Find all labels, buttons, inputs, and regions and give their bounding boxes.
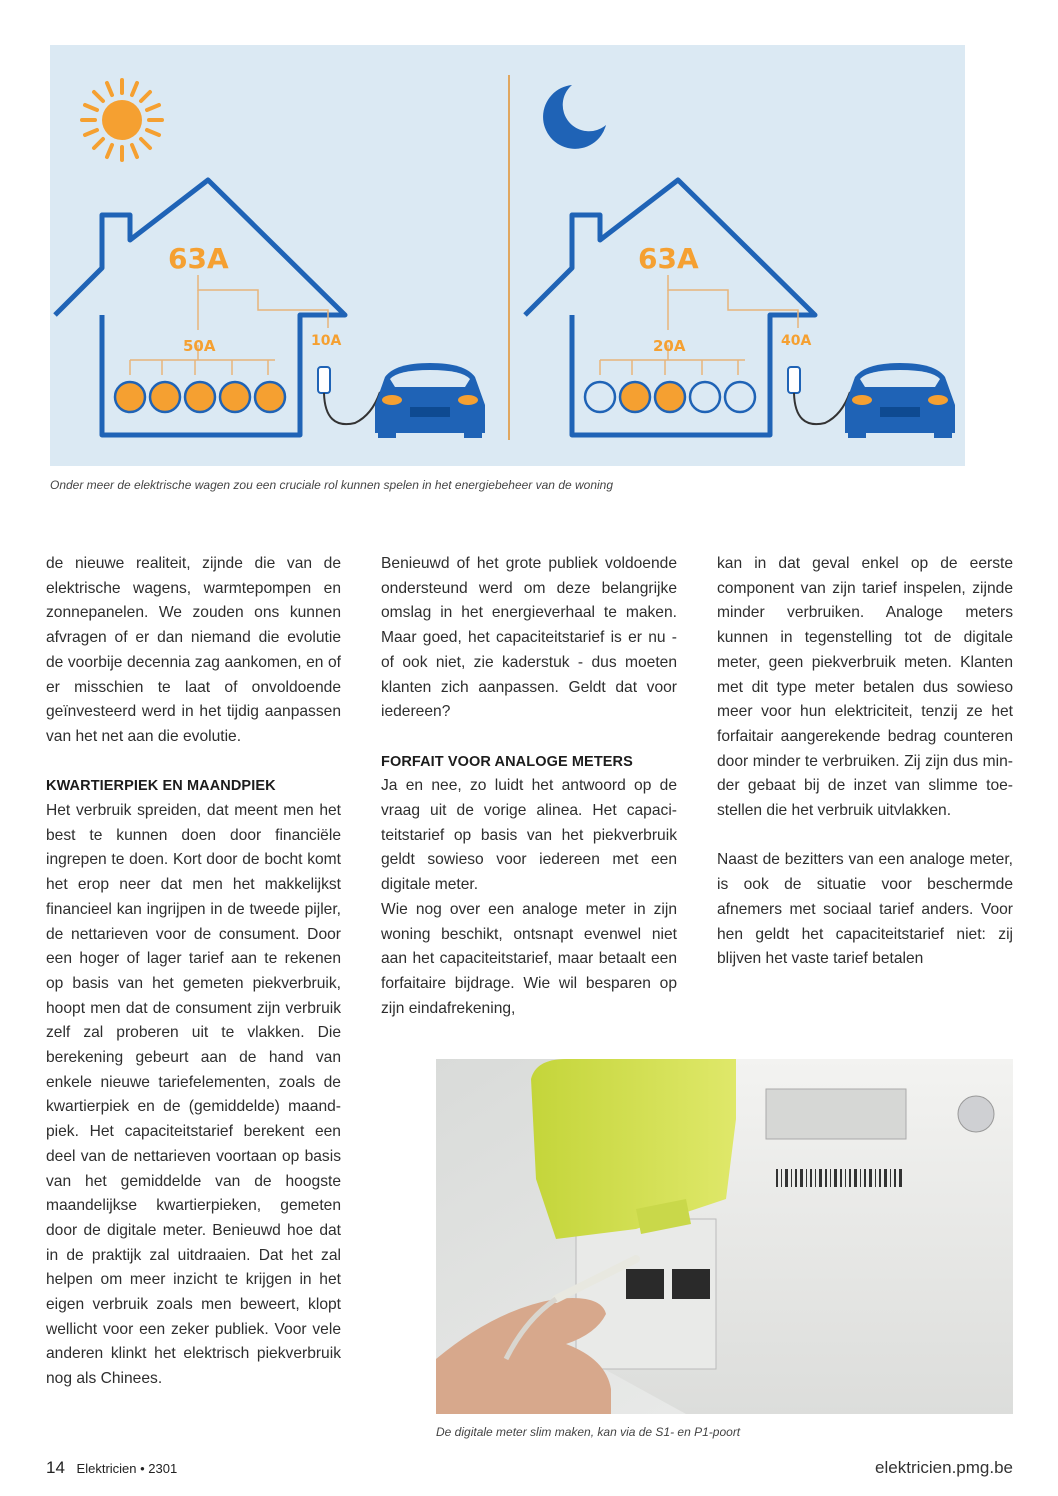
photo-caption: De digitale meter slim maken, kan via de S1- en P1-poort [436,1425,741,1439]
right-main-fuse: 63A [638,242,699,275]
appliance-icons-left [115,382,285,412]
paragraph: Naast de bezitters van een analoge meter, is ook de situatie voor beschermde afnemers met sociaal tarief anders. Voor hen geldt het capaciteitstarief niet: zij blijven het vaste tarief betalen [717,851,1013,968]
text-column-2 [381,552,677,1021]
left-home-load: 50A [183,337,216,355]
paragraph: Benieuwd of het grote publiek voldoende ondersteund werd om deze belangrijke omslag in het energieverhaal te maken. Maar goed, het capaciteitstarief is er nu - of ook niet, zie kaderstuk - dus moeten klanten zich aanpassen. Geldt dat voor iedereen? [381,555,677,721]
appliance-icons-right [585,382,755,412]
paragraph: Wie nog over een analoge meter in zijn woning beschikt, ontsnapt evenwel niet aan het capaciteitstarief, maar betaalt een forfaitaire bijdrage. Wie wil besparen op zijn eindafrekening, [381,900,677,1017]
paragraph: de nieuwe realiteit, zijnde die van de elektrische wagens, warmtepompen en zonnepanelen. We zouden ons kunnen afvragen of er dan niemand die evolutie de voorbije decennia zag aankomen, en of er misschien te laat of onvoldoende geïnvesteerd werd in het tijdig aanpassen van het net aan die evolutie. [46,555,341,745]
text-column-1 [46,552,341,1392]
car-right-icon [845,363,955,438]
section-heading: FORFAIT VOOR ANALOGE METERS [381,753,633,770]
energy-infographic [50,45,965,466]
website-link[interactable]: elektricien.pmg.be [875,1458,1013,1477]
text-column-3 [717,552,1013,972]
sun-icon [82,80,162,160]
digital-meter-photo [436,1059,1013,1414]
paragraph: kan in dat geval enkel op de eerste component van zijn tarief inspelen, zijnde minder verbruiken. Analoge meters kunnen in tegenstelling tot de digitale meter, geen piekverbruik meten. Klanten met dit type meter betalen dus sowieso meer voor hun elektriciteit, tenzij ze het forfaitair aangerekende bedrag counteren door minder te verbruiken. Zij zijn dus minder gebaat bij de inzet van slimme toestellen die het verbruik uitvlakken. [717,555,1013,820]
page-number: 14 [46,1458,65,1477]
magazine-issue: Elektricien • 2301 [76,1461,178,1476]
left-car-load: 10A [311,333,342,349]
right-home-load: 20A [653,337,686,355]
section-heading: KWARTIERPIEK EN MAANDPIEK [46,778,276,795]
left-main-fuse: 63A [168,242,229,275]
footer-left [46,1458,177,1478]
paragraph: Het verbruik spreiden, dat meent men het best te kunnen doen door financiële ingrepen te doen. Kort door de bocht komt het erop neer dat men het makkelijkst financieel kan ingrijpen in de tweede pijler, de nettarieven voor de consument. Door een hoger of lager tarief aan te rekenen op basis van het gemeten piekverbruik, hoopt men dat de consument zijn verbruik zelf zal proberen uit te vlakken. Die berekening gebeurt aan de hand van enkele nieuwe tariefelementen, zoals de kwartierpiek en de (gemiddelde) maandpiek. Het capaciteitstarief berekent een deel van de nettarieven voortaan op basis van het gemiddelde van de hoogste maandelijkse kwartierpieken, gemeten door de digitale meter. Benieuwd hoe dat in de praktijk zal uitdraaien. Dat het zal helpen om meer inzicht te krijgen in het eigen verbruik zoals men beweert, klopt wellicht voor een zeker publiek. Voor vele anderen klinkt het elektrisch piekverbruik nog als Chinees. [46,802,341,1388]
car-left-icon [375,363,485,438]
infographic-caption: Onder meer de elektrische wagen zou een cruciale rol kunnen spelen in het energiebeheer van de woning [50,478,614,492]
paragraph: Ja en nee, zo luidt het antwoord op de vraag uit de vorige alinea. Het capaciteitstarief op basis van het piekverbruik geldt sowieso voor iedereen met een digitale meter. [381,777,677,894]
right-car-load: 40A [781,333,812,349]
